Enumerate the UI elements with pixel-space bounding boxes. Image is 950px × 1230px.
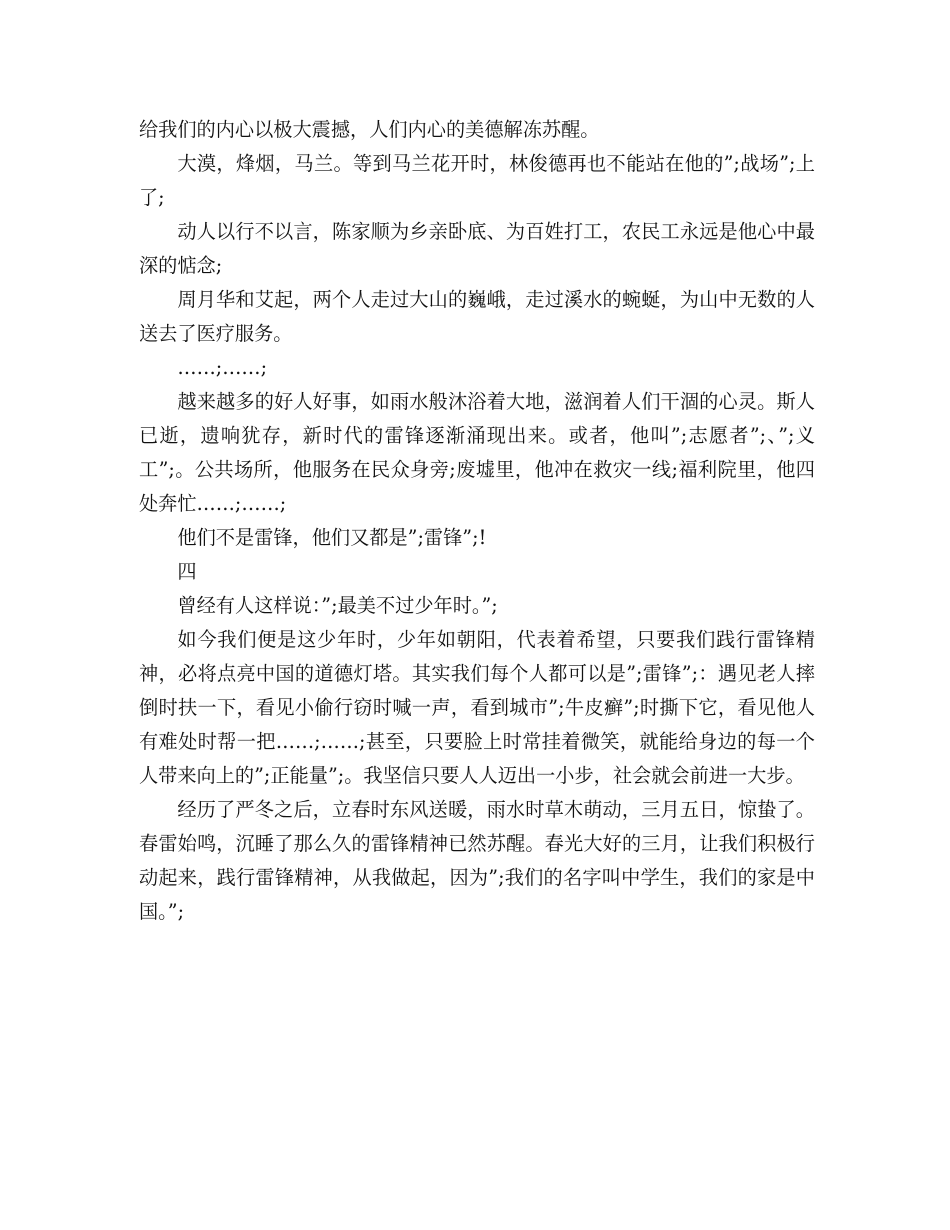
paragraph-continued: 给我们的内心以极大震撼，人们内心的美德解冻苏醒。: [139, 118, 600, 141]
paragraph-ellipsis: ……;……;: [177, 356, 268, 379]
paragraph-conclusion: 经历了严冬之后，立春时东风送暖，雨水时草木萌动，三月五日，惊蛰了。春雷始鸣，沉睡了那么久的雷锋精神已然苏醒。春光大好的三月，让我们积极行动起来，践行雷锋精神，从我做起，因为”;我们的名字叫中学生，我们的家是中国。”;: [139, 798, 815, 923]
paragraph-youth-quote: 曾经有人这样说：”;最美不过少年时。”;: [177, 594, 498, 617]
paragraph-good-deeds: 越来越多的好人好事，如雨水般沐浴着大地，滋润着人们干涸的心灵。斯人已逝，遗响犹存，新时代的雷锋逐渐涌现出来。或者，他叫”;志愿者”;、”;义工”;。公共场所，他服务在民众身旁;废墟里，他冲在救灾一线;福利院里，他四处奔忙……;……;: [139, 390, 815, 515]
paragraph-chen-jiashun: 动人以行不以言，陈家顺为乡亲卧底、为百姓打工，农民工永远是他心中最深的惦念;: [139, 220, 815, 277]
section-heading-four: 四: [177, 560, 197, 583]
paragraph-not-leifeng: 他们不是雷锋，他们又都是”;雷锋”;!: [177, 526, 487, 549]
paragraph-zhou-yuehua: 周月华和艾起，两个人走过大山的巍峨，走过溪水的蜿蜒，为山中无数的人送去了医疗服务。: [139, 288, 815, 345]
document-body: [139, 113, 815, 929]
paragraph-lin-junde: 大漠，烽烟，马兰。等到马兰花开时，林俊德再也不能站在他的”;战场”;上了;: [139, 152, 815, 209]
paragraph-youth-practice: 如今我们便是这少年时，少年如朝阳，代表着希望，只要我们践行雷锋精神，必将点亮中国的道德灯塔。其实我们每个人都可以是”;雷锋”;：遇见老人摔倒时扶一下，看见小偷行窃时喊一声，看到城市”;牛皮癣”;时撕下它，看见他人有难处时帮一把……;……;甚至，只要脸上时常挂着微笑，就能给身边的每一个人带来向上的”;正能量”;。我坚信只要人人迈出一小步，社会就会前进一大步。: [139, 628, 815, 787]
